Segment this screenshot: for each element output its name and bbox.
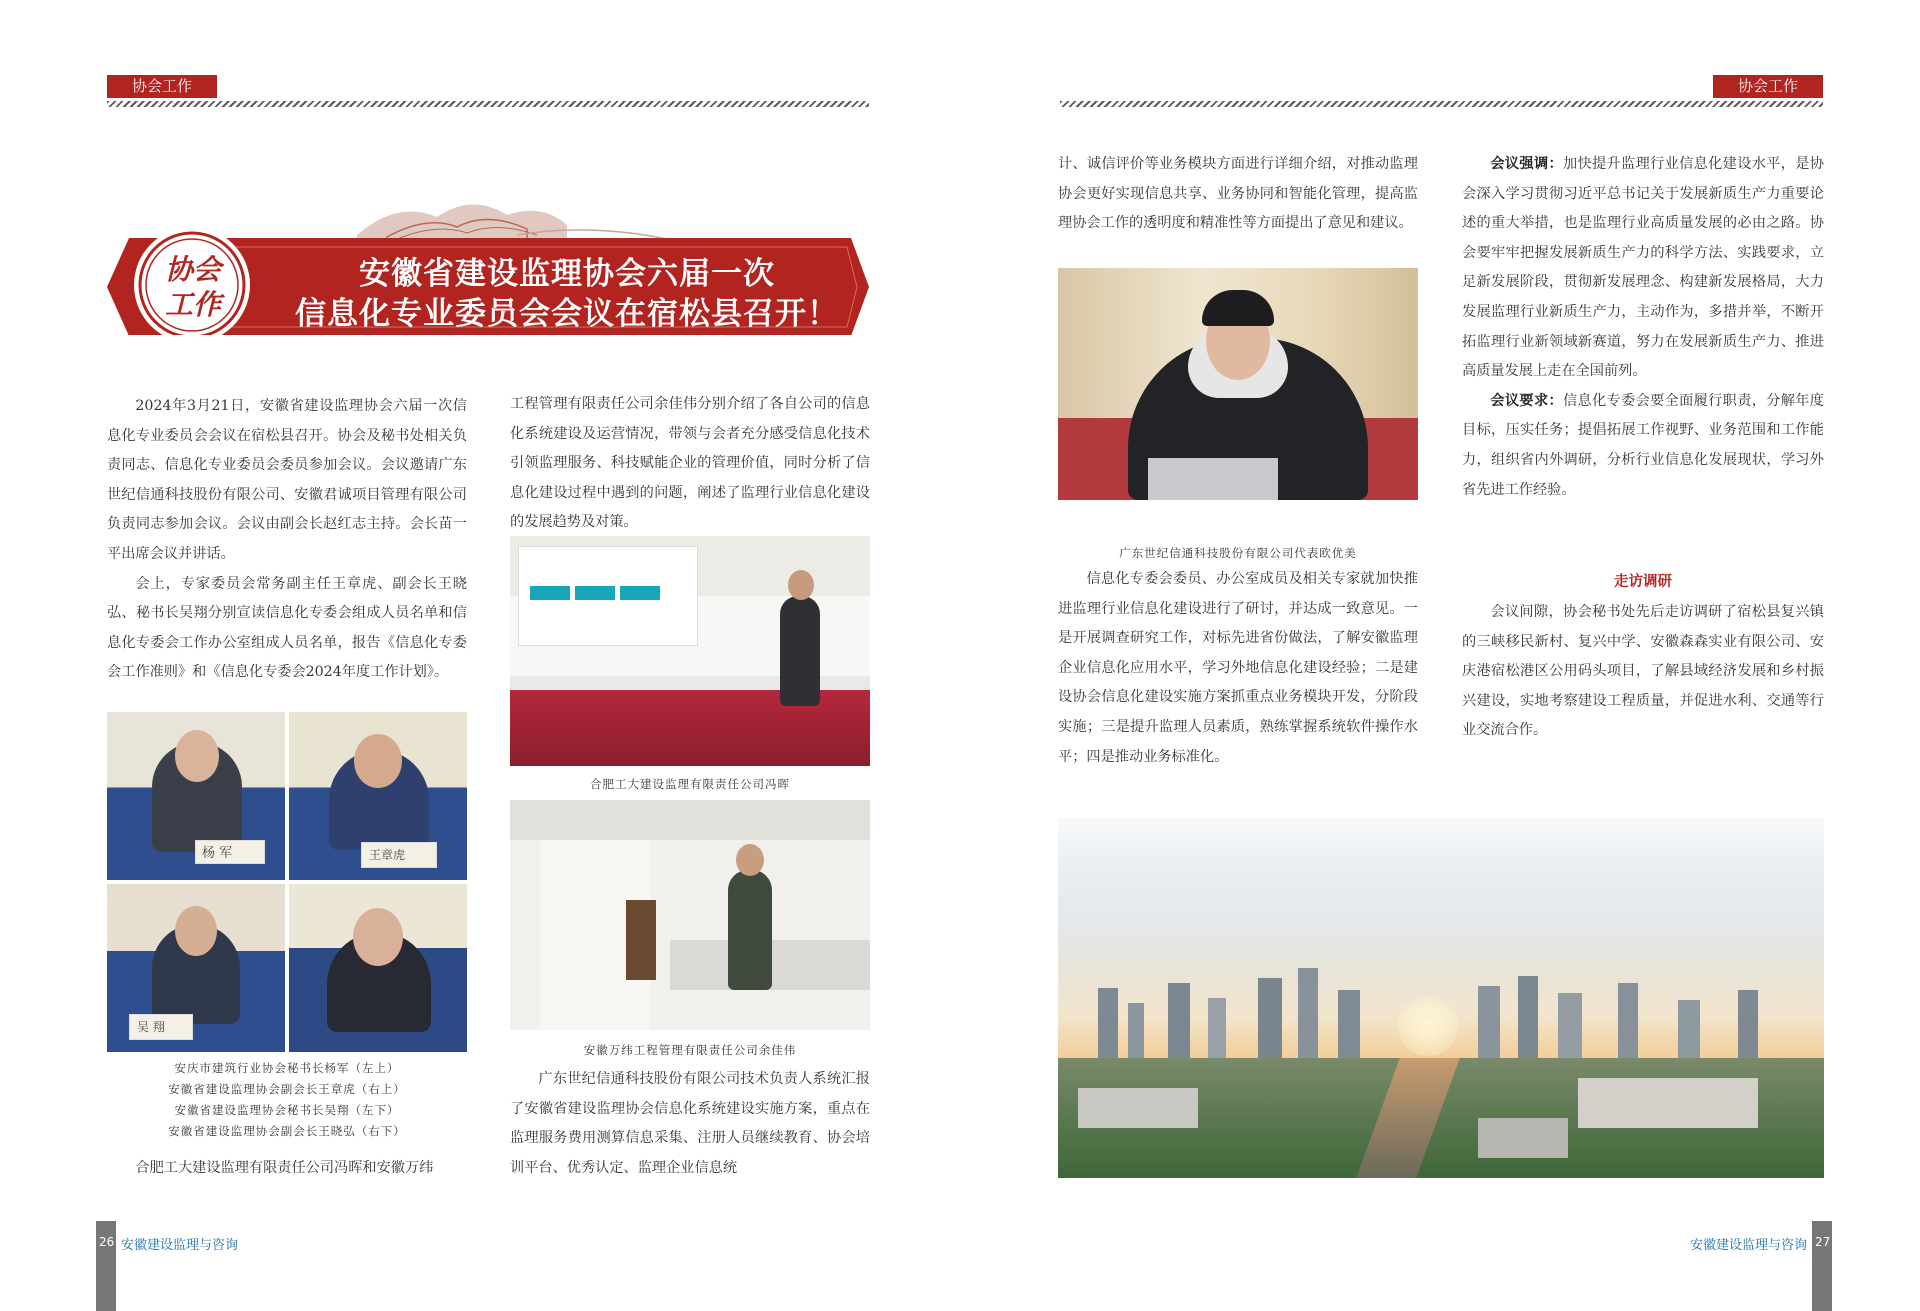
paragraph-body: 信息化专委会要全面履行职责，分解年度目标，压实任务；提倡拓展工作视野、业务范围和工作能力，组织省内外调研，分析行业信息化发展现状，学习外省先进工作经验。 <box>1462 392 1824 498</box>
paragraph <box>1462 387 1824 505</box>
photo-grid-caption-3: 安徽省建设监理协会秘书长吴翔（左下） <box>174 1103 400 1117</box>
section-tag-right: 协会工作 <box>1713 75 1823 98</box>
title-line-2: 信息化专业委员会会议在宿松县召开！ <box>295 296 839 332</box>
photo-speaker-top-right <box>289 712 467 880</box>
footer-title-left: 安徽建设监理与咨询 <box>121 1238 239 1253</box>
column-4-text-bottom <box>1462 598 1824 746</box>
nameplate: 杨 军 <box>202 846 233 861</box>
column-2-text-top <box>510 390 870 538</box>
photo-speaker-bottom-right <box>289 884 467 1052</box>
nameplate: 王章虎 <box>369 848 406 862</box>
page-number-right: 27 <box>1815 1235 1831 1249</box>
page-number-left: 26 <box>99 1235 115 1249</box>
header-rule-right <box>1060 101 1823 107</box>
paragraph: 工程管理有限责任公司余佳伟分别介绍了各自公司的信息化系统建设及运营情况，带领与会者充分感受信息化技术引领监理服务、科技赋能企业的管理价值，同时分析了信息化建设过程中遇到的问题，阐述了监理行业信息化建设的发展趋势及对策。 <box>510 396 870 531</box>
article-title-banner <box>107 195 869 335</box>
photo-speaker-woman <box>1058 268 1418 500</box>
photo-cityscape <box>1058 818 1824 1178</box>
label-emphasis: 会议强调： <box>1490 156 1563 172</box>
column-2-text-bottom <box>510 1065 870 1183</box>
paragraph: 2024年3月21日，安徽省建设监理协会六届一次信息化专业委员会会议在宿松县召开。协会及秘书处相关负责同志、信息化专业委员会委员参加会议。会议邀请广东世纪信通科技股份有限公司、安徽君诚项目管理有限公司负责同志参加会议。会议由副会长赵红志主持。会长苗一平出席会议并讲话。 <box>107 398 467 562</box>
column-3-text-top <box>1058 150 1418 239</box>
photo-grid-caption-2: 安徽省建设监理协会副会长王章虎（右上） <box>168 1082 406 1096</box>
column-3-text-bottom <box>1058 565 1418 772</box>
photo-speaker-woman-caption: 广东世纪信通科技股份有限公司代表欧优美 <box>1119 546 1357 560</box>
banner-logo-text-top: 协会 <box>164 253 221 286</box>
footer-title-right: 安徽建设监理与咨询 <box>1690 1238 1808 1253</box>
paragraph: 信息化专委会委员、办公室成员及相关专家就加快推进监理行业信息化建设进行了研讨，并达成一致意见。一是开展调查研究工作，对标先进省份做法，了解安徽监理企业信息化应用水平，学习外地信息化建设经验；二是建设协会信息化建设实施方案抓重点业务模块开发，分阶段实施；三是提升监理人员素质，熟练掌握系统软件操作水平；四是推动业务标准化。 <box>1058 571 1418 765</box>
paragraph <box>1462 150 1824 387</box>
label-requirement: 会议要求： <box>1490 392 1563 409</box>
paragraph: 广东世纪信通科技股份有限公司技术负责人系统汇报了安徽省建设监理协会信息化系统建设实施方案，重点在监理服务费用测算信息采集、注册人员继续教育、协会培训平台、优秀认定、监理企业信息统 <box>510 1071 870 1176</box>
banner-logo-text-bottom: 工作 <box>164 288 221 321</box>
photo-presenter-2-caption: 安徽万纬工程管理有限责任公司余佳伟 <box>583 1043 797 1057</box>
column-4-text <box>1462 150 1824 505</box>
column-1-text-bottom <box>107 1154 467 1184</box>
photo-presenter-1 <box>510 536 870 766</box>
title-line-1: 安徽省建设监理协会六届一次 <box>359 256 775 292</box>
photo-presenter-1-caption: 合肥工大建设监理有限责任公司冯晖 <box>590 777 790 791</box>
photo-speaker-top-left <box>107 712 285 880</box>
section-heading-visits: 走访调研 <box>1614 573 1672 590</box>
header-rule-left <box>107 101 869 107</box>
photo-grid-caption-4: 安徽省建设监理协会副会长王晓弘（右下） <box>168 1124 406 1138</box>
photo-presenter-2 <box>510 800 870 1030</box>
column-1-text-top <box>107 392 467 688</box>
paragraph: 会议间隙，协会秘书处先后走访调研了宿松县复兴镇的三峡移民新村、复兴中学、安徽森森实业有限公司、安庆港宿松港区公用码头项目，了解县域经济发展和乡村振兴建设，实地考察建设工程质量，并促进水利、交通等行业交流合作。 <box>1462 604 1824 739</box>
photo-speaker-bottom-left <box>107 884 285 1052</box>
paragraph: 合肥工大建设监理有限责任公司冯晖和安徽万纬 <box>135 1160 434 1176</box>
paragraph-body: 加快提升监理行业信息化建设水平，是协会深入学习贯彻习近平总书记关于发展新质生产力重要论述的重大举措，也是监理行业高质量发展的必由之路。协会要牢牢把握发展新质生产力的科学方法、实践要求，立足新发展阶段，贯彻新发展理念、构建新发展格局，大力发展监理行业新质生产力，主动作为，多措并举，不断开拓监理行业新领域新赛道，努力在发展新质生产力、推进高质量发展上走在全国前列。 <box>1462 156 1824 380</box>
paragraph: 计、诚信评价等业务模块方面进行详细介绍，对推动监理协会更好实现信息共享、业务协同和智能化管理，提高监理协会工作的透明度和精准性等方面提出了意见和建议。 <box>1058 156 1418 232</box>
paragraph: 会上，专家委员会常务副主任王章虎、副会长王晓弘、秘书长吴翔分别宣读信息化专委会组成人员名单和信息化专委会工作办公室组成人员名单，报告《信息化专委会工作准则》和《信息化专委会2024年度工作计划》。 <box>107 575 467 681</box>
photo-grid-caption-1: 安庆市建筑行业协会秘书长杨军（左上） <box>174 1061 400 1075</box>
nameplate: 吴 翔 <box>137 1020 165 1034</box>
section-tag-left: 协会工作 <box>107 75 217 98</box>
photo-grid <box>107 712 467 1052</box>
